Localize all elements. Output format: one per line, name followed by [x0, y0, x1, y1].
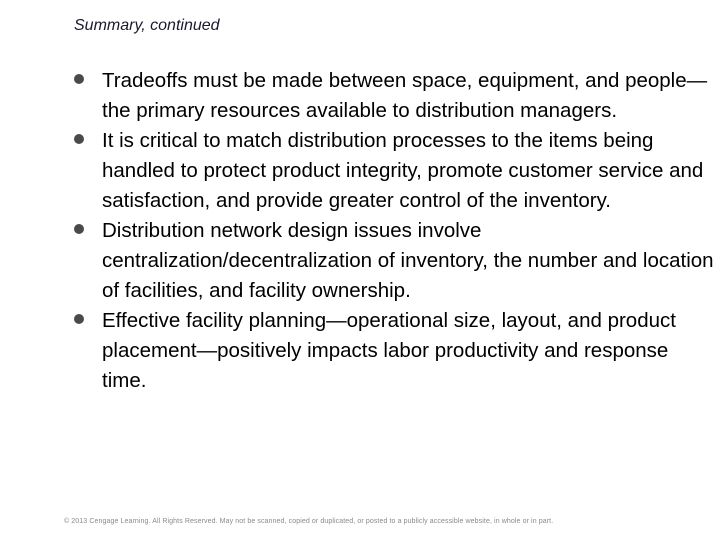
bullet-dot-icon [74, 224, 84, 234]
copyright-footer: © 2013 Cengage Learning. All Rights Reserved. May not be scanned, copied or duplicated, or posted to a publicly accessible website, in whole or in part. [64, 518, 554, 525]
bullet-item [74, 216, 714, 306]
bullet-text: Tradeoffs must be made between space, equipment, and people—the primary resources available to distribution managers. [102, 69, 708, 122]
bullet-item [74, 126, 714, 216]
slide-title: Summary, continued [74, 17, 220, 34]
bullet-item [74, 306, 714, 396]
bullet-dot-icon [74, 74, 84, 84]
bullet-dot-icon [74, 134, 84, 144]
bullet-text: It is critical to match distribution processes to the items being handled to protect product integrity, promote customer service and satisfaction, and provide greater control of the inventory. [102, 129, 704, 212]
bullet-item [74, 66, 714, 126]
bullet-text: Distribution network design issues involve centralization/decentralization of inventory, the number and location of facilities, and facility ownership. [102, 219, 714, 302]
bullet-text: Effective facility planning—operational size, layout, and product placement—positively impacts labor productivity and response time. [102, 309, 676, 392]
bullet-dot-icon [74, 314, 84, 324]
bullet-list [74, 66, 714, 396]
